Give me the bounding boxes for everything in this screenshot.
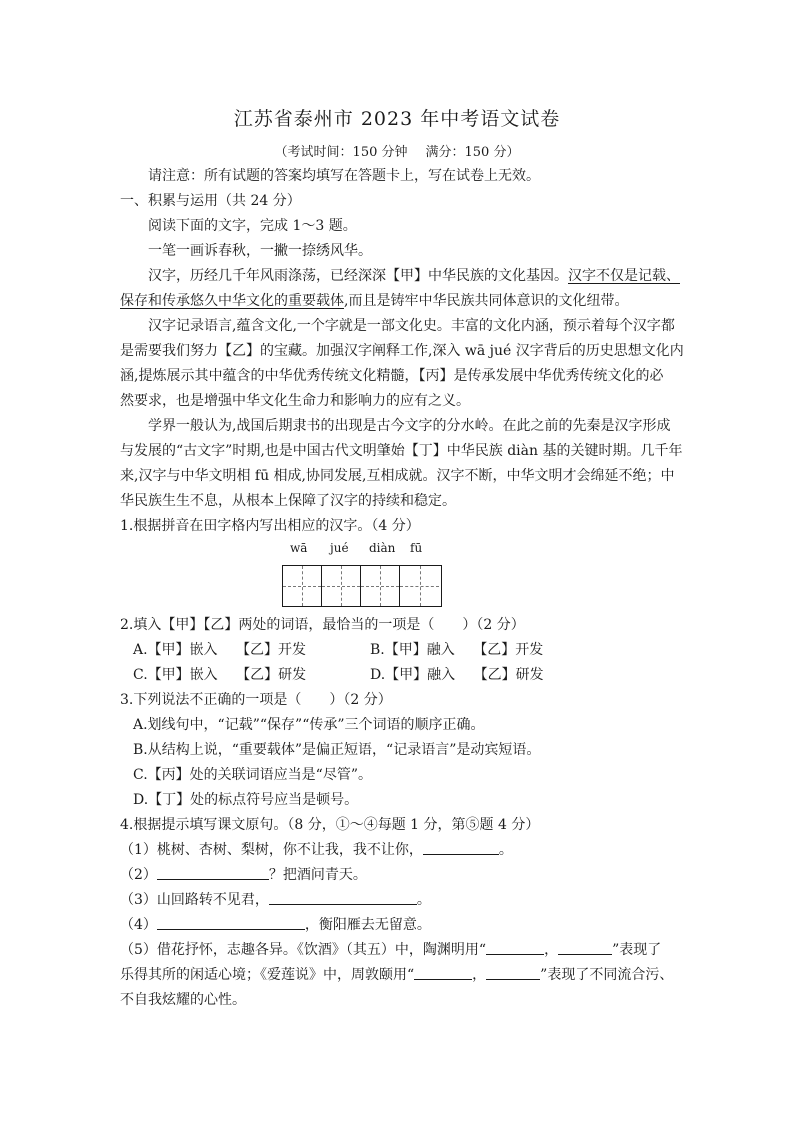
q2-option-a[interactable]: A.【甲】嵌入 【乙】开发 bbox=[133, 642, 307, 658]
q4-item-text: （4） bbox=[120, 917, 157, 933]
question-3-stem: 3.下列说法不正确的一项是（ ）（2 分） bbox=[120, 692, 392, 708]
para2-line2: 是需要我们努力【乙】的宝藏。加强汉字阐释工作,深入 wā jué 汉字背后的历史思想文化内 bbox=[120, 343, 684, 359]
q4-item-5-cont bbox=[120, 965, 690, 985]
notice: 请注意：所有试题的答案均填写在答题卡上，写在试卷上无效。 bbox=[148, 168, 540, 184]
para3-line3: 来,汉字与中华文明相 fū 相成,协同发展,互相成就。汉字不断，中华文明才会绵延不绝；中 bbox=[120, 468, 675, 484]
q4-item-text: ， bbox=[472, 967, 487, 983]
q4-item-text: ， bbox=[544, 942, 559, 958]
q2-option-b[interactable]: B.【甲】融入 【乙】开发 bbox=[370, 642, 544, 658]
tianzige-cell[interactable] bbox=[322, 566, 361, 606]
lead-line: 一笔一画诉春秋，一撇一捺绣风华。 bbox=[148, 243, 372, 259]
page-title: 江苏省泰州市 2023 年中考语文试卷 bbox=[233, 108, 561, 130]
q4-item-text: （3）山回路转不见君， bbox=[120, 892, 269, 908]
q4-item-text: 。 bbox=[498, 842, 513, 858]
para2-line1: 汉字记录语言,蕴含文化,一个字就是一部文化史。丰富的文化内涵，预示着每个汉字都 bbox=[148, 318, 675, 334]
exam-info bbox=[0, 141, 794, 160]
q4-item-text: （1）桃树、杏树、梨树，你不让我，我不让你， bbox=[120, 842, 423, 858]
q4-item-text: （5）借花抒怀，志趣各异。《饮酒》（其五）中，陶渊明用“ bbox=[120, 942, 487, 958]
tianzige-cell[interactable] bbox=[361, 566, 400, 606]
q4-item-1 bbox=[120, 840, 690, 860]
para1-line1 bbox=[148, 266, 688, 286]
q4-item-4 bbox=[120, 915, 690, 935]
q4-item-text: （2） bbox=[120, 867, 157, 883]
q4-item-5-end: 不自我炫耀的心性。 bbox=[120, 992, 246, 1008]
para1-text-end: ,而且是铸牢中华民族共同体意识的文化纽带。 bbox=[344, 293, 629, 309]
answer-blank[interactable] bbox=[414, 965, 472, 980]
q2-option-d[interactable]: D.【甲】融入 【乙】研发 bbox=[370, 667, 544, 683]
pinyin-label: diàn bbox=[369, 541, 396, 555]
exam-time: （考试时间：150 分钟 bbox=[274, 145, 408, 160]
underlined-sentence: 汉字不仅是记载、 bbox=[568, 268, 680, 284]
exam-score: 满分：150 分） bbox=[425, 145, 520, 160]
para1-line2 bbox=[120, 291, 690, 311]
q4-item-text: ？把酒问青天。 bbox=[268, 867, 367, 883]
answer-blank[interactable] bbox=[157, 865, 269, 880]
question-2-stem: 2.填入【甲】【乙】两处的词语，最恰当的一项是（ ）（2 分） bbox=[120, 617, 525, 633]
pinyin-label: fū bbox=[410, 541, 423, 555]
q4-item-5 bbox=[120, 940, 690, 960]
underlined-sentence-cont: 保存和传承悠久中华文化的重要载体 bbox=[120, 293, 344, 309]
section-heading: 一、积累与运用（共 24 分） bbox=[120, 193, 301, 209]
answer-blank[interactable] bbox=[269, 890, 417, 905]
answer-blank[interactable] bbox=[423, 840, 499, 855]
para2-line3: 涵,提炼展示其中蕴含的中华优秀传统文化精髓，【丙】是传承发展中华优秀传统文化的必 bbox=[120, 368, 664, 384]
answer-blank[interactable] bbox=[558, 940, 612, 955]
q3-option-d[interactable]: D.【丁】处的标点符号应当是顿号。 bbox=[133, 792, 359, 808]
para3-line1: 学界一般认为,战国后期隶书的出现是古今文字的分水岭。在此之前的先秦是汉字形成 bbox=[148, 418, 671, 434]
q4-item-text: ，衡阳雁去无留意。 bbox=[304, 917, 431, 933]
q4-item-text: 。 bbox=[416, 892, 431, 908]
q4-item-text: ”表现了不同流合污、 bbox=[540, 967, 674, 983]
para1-text: 汉字，历经几千年风雨涤荡，已经深深【甲】中华民族的文化基因。 bbox=[148, 268, 568, 284]
question-1-stem: 1.根据拼音在田字格内写出相应的汉字。（4 分） bbox=[120, 518, 420, 534]
q3-option-c[interactable]: C.【丙】处的关联词语应当是“尽管”。 bbox=[133, 767, 372, 783]
tianzige-grid bbox=[282, 565, 442, 607]
question-4-stem: 4.根据提示填写课文原句。（8 分，①～④每题 1 分，第⑤题 4 分） bbox=[120, 817, 540, 833]
q2-options-row1 bbox=[133, 640, 703, 660]
reading-intro: 阅读下面的文字，完成 1～3 题。 bbox=[148, 218, 357, 234]
q4-item-text: 乐得其所的闲适心境；《爱莲说》中，周敦颐用“ bbox=[120, 967, 415, 983]
answer-blank[interactable] bbox=[486, 965, 540, 980]
answer-blank[interactable] bbox=[486, 940, 544, 955]
q4-item-3 bbox=[120, 890, 690, 910]
para2-line4: 然要求，也是增强中华文化生命力和影响力的应有之义。 bbox=[120, 393, 470, 409]
q3-option-a[interactable]: A.划线句中，“记载”“保存”“传承”三个词语的顺序正确。 bbox=[133, 717, 485, 733]
q4-item-2 bbox=[120, 865, 690, 885]
pinyin-label: wā bbox=[290, 541, 308, 555]
para3-line2: 与发展的“古文字”时期,也是中国古代文明肇始【丁】中华民族 diàn 基的关键时期。几千年 bbox=[120, 443, 683, 459]
q2-options-row2 bbox=[133, 665, 703, 685]
pinyin-label: jué bbox=[330, 541, 349, 555]
q3-option-b[interactable]: B.从结构上说，“重要载体”是偏正短语，“记录语言”是动宾短语。 bbox=[133, 742, 541, 758]
tianzige-cell[interactable] bbox=[283, 566, 322, 606]
q2-option-c[interactable]: C.【甲】嵌入 【乙】研发 bbox=[133, 667, 307, 683]
answer-blank[interactable] bbox=[157, 915, 305, 930]
tianzige-cell[interactable] bbox=[400, 566, 439, 606]
para3-line4: 华民族生生不息，从根本上保障了汉字的持续和稳定。 bbox=[120, 493, 456, 509]
q4-item-text: ”表现了 bbox=[612, 942, 662, 958]
